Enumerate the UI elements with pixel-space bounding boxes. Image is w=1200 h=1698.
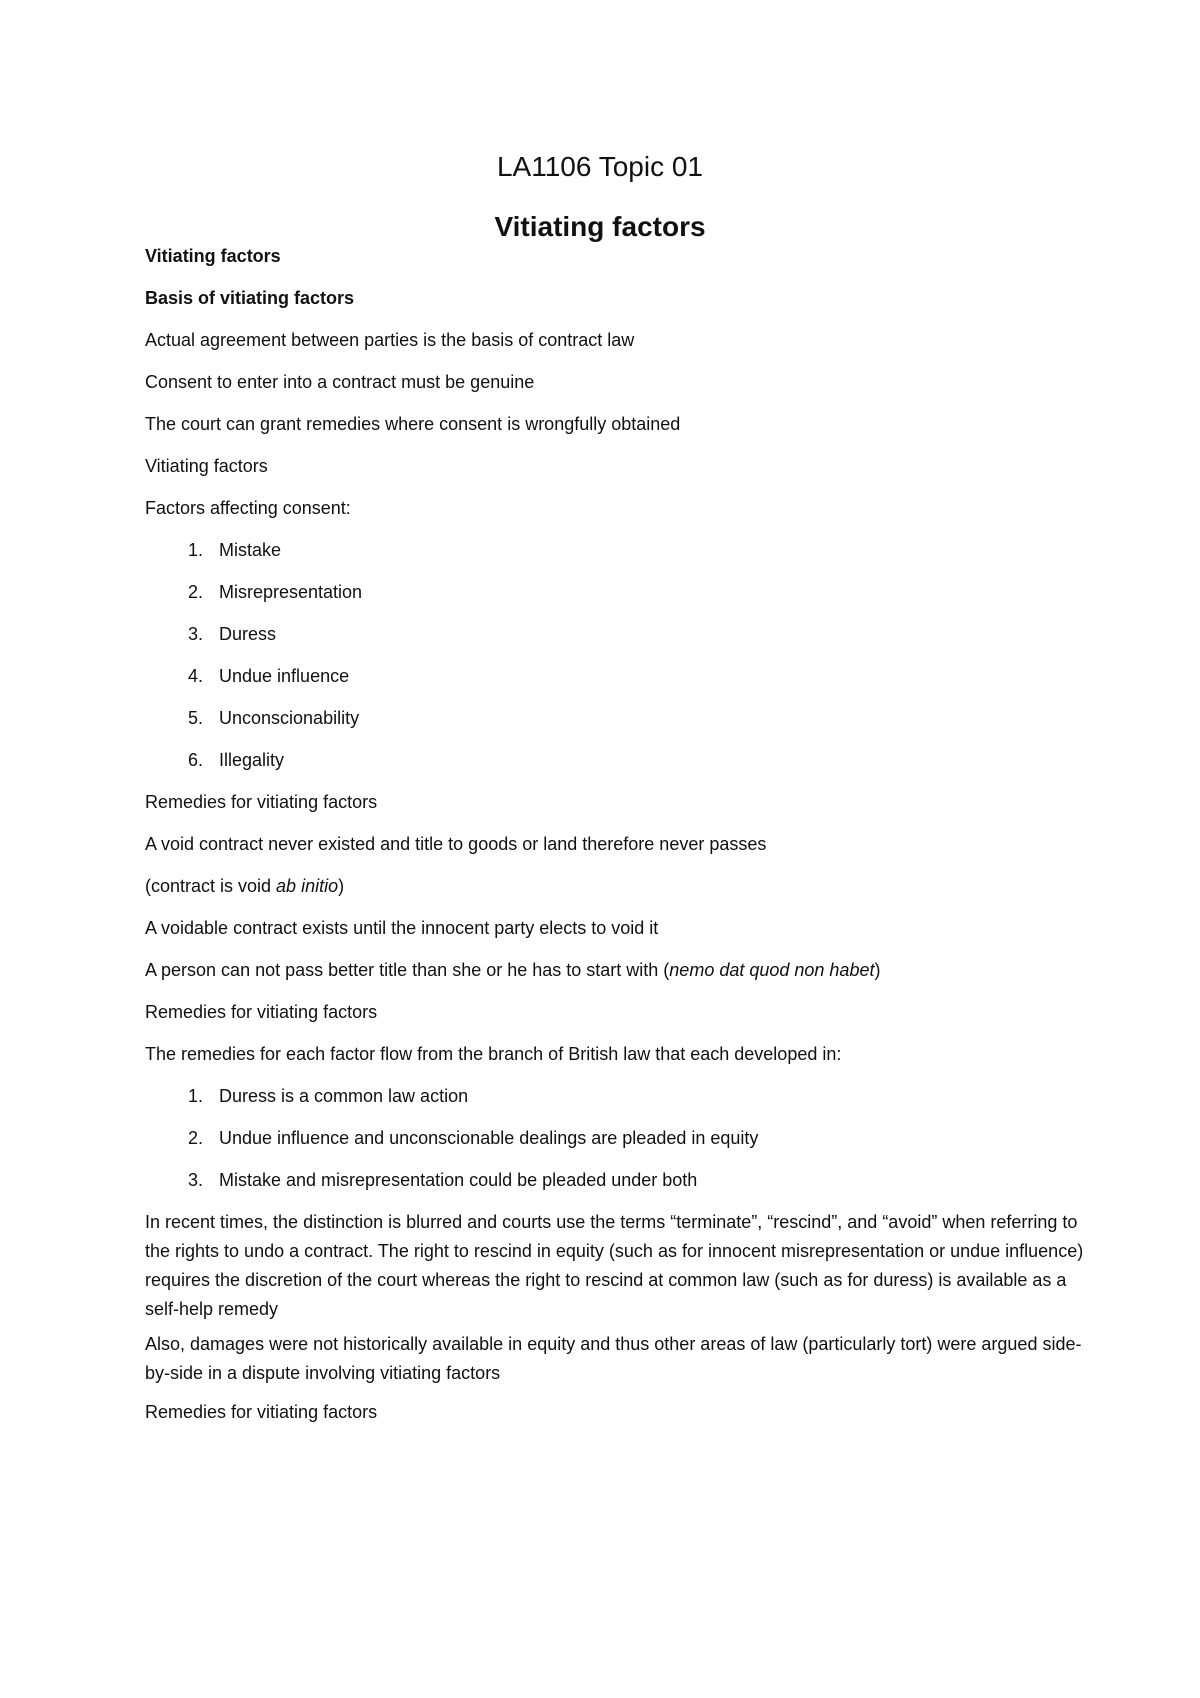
paragraph-block (145, 410, 1075, 439)
list-number: 5. (187, 708, 203, 728)
paragraph-block (145, 830, 1075, 859)
list-item (145, 704, 1075, 746)
list-text: Duress is a common law action (219, 1086, 469, 1106)
paragraph: In recent times, the distinction is blurred and courts use the terms “terminate”, “rescind”, and “avoid” when referring to the rights to undo a contract. The right to rescind in equity (such as for innocent misrepresentation or undue influence) requires the discretion of the court whereas the right to rescind at common law (such as for duress) is available as a self-help remedy (145, 1212, 1084, 1319)
text-run: (contract is void (145, 876, 277, 896)
paragraph-block (145, 956, 1075, 985)
paragraph-block (145, 998, 1075, 1027)
list-item (145, 1124, 1075, 1166)
list-item (145, 620, 1075, 662)
branch-list-block (145, 1082, 1075, 1208)
paragraph-block (145, 914, 1075, 943)
paragraph: Factors affecting consent: (145, 498, 351, 518)
paragraph: A voidable contract exists until the innocent party elects to void it (145, 918, 659, 938)
italic-latin-term: nemo dat quod non habet (669, 960, 875, 980)
paragraph-block (145, 1330, 1085, 1388)
list-item (145, 1166, 1075, 1208)
heading-basis (145, 284, 1075, 313)
list-text: Duress (219, 624, 277, 644)
list-item (145, 746, 1075, 788)
paragraph-block (145, 368, 1075, 397)
paragraph: A void contract never existed and title to goods or land therefore never passes (145, 834, 767, 854)
section-heading: Vitiating factors (145, 246, 281, 266)
paragraph: The remedies for each factor flow from the branch of British law that each developed in: (145, 1044, 842, 1064)
paragraph: Consent to enter into a contract must be genuine (145, 372, 535, 392)
factors-list-block (145, 536, 1075, 788)
list-item (145, 578, 1075, 620)
list-number: 1. (187, 540, 203, 560)
paragraph: Remedies for vitiating factors (145, 1002, 378, 1022)
list-item (145, 1082, 1075, 1124)
list-number: 2. (187, 582, 203, 602)
list-text: Undue influence (219, 666, 350, 686)
list-text: Unconscionability (219, 708, 360, 728)
paragraph-block (145, 494, 1075, 523)
list-text: Mistake and misrepresentation could be pleaded under both (219, 1170, 698, 1190)
paragraph-block (145, 872, 1075, 901)
paragraph-block (145, 1398, 1075, 1427)
list-item (145, 662, 1075, 704)
italic-latin-term: ab initio (276, 876, 339, 896)
factors-list (145, 536, 1075, 788)
paragraph: Actual agreement between parties is the basis of contract law (145, 330, 635, 350)
paragraph-block (145, 788, 1075, 817)
text-run: A person can not pass better title than she or he has to start with ( (145, 960, 670, 980)
branch-list (145, 1082, 1075, 1208)
paragraph: Vitiating factors (145, 456, 268, 476)
list-text: Misrepresentation (219, 582, 363, 602)
list-number: 6. (187, 750, 203, 770)
paragraph-block (145, 1040, 1075, 1069)
paragraph-block (145, 326, 1075, 355)
heading-vitiating-factors (145, 242, 1075, 271)
document-subtitle: Vitiating factors (494, 211, 706, 242)
paragraph: Remedies for vitiating factors (145, 792, 378, 812)
section-heading: Basis of vitiating factors (145, 288, 355, 308)
paragraph-nemo-dat (145, 956, 1075, 985)
paragraph-block (145, 1208, 1085, 1324)
list-number: 3. (187, 624, 203, 644)
list-number: 2. (187, 1128, 203, 1148)
list-number: 4. (187, 666, 203, 686)
text-run: ) (874, 960, 881, 980)
text-run: ) (338, 876, 345, 896)
list-item (145, 536, 1075, 578)
list-text: Undue influence and unconscionable dealings are pleaded in equity (219, 1128, 759, 1148)
paragraph-block (145, 452, 1075, 481)
paragraph: Remedies for vitiating factors (145, 1402, 378, 1422)
list-text: Illegality (219, 750, 285, 770)
document-title: LA1106 Topic 01 (496, 151, 704, 182)
paragraph-ab-initio (145, 872, 1075, 901)
list-text: Mistake (219, 540, 282, 560)
list-number: 1. (187, 1086, 203, 1106)
paragraph: Also, damages were not historically available in equity and thus other areas of law (particularly tort) were argued side-by-side in a dispute involving vitiating factors (145, 1334, 1082, 1383)
list-number: 3. (187, 1170, 203, 1190)
paragraph: The court can grant remedies where consent is wrongfully obtained (145, 414, 681, 434)
